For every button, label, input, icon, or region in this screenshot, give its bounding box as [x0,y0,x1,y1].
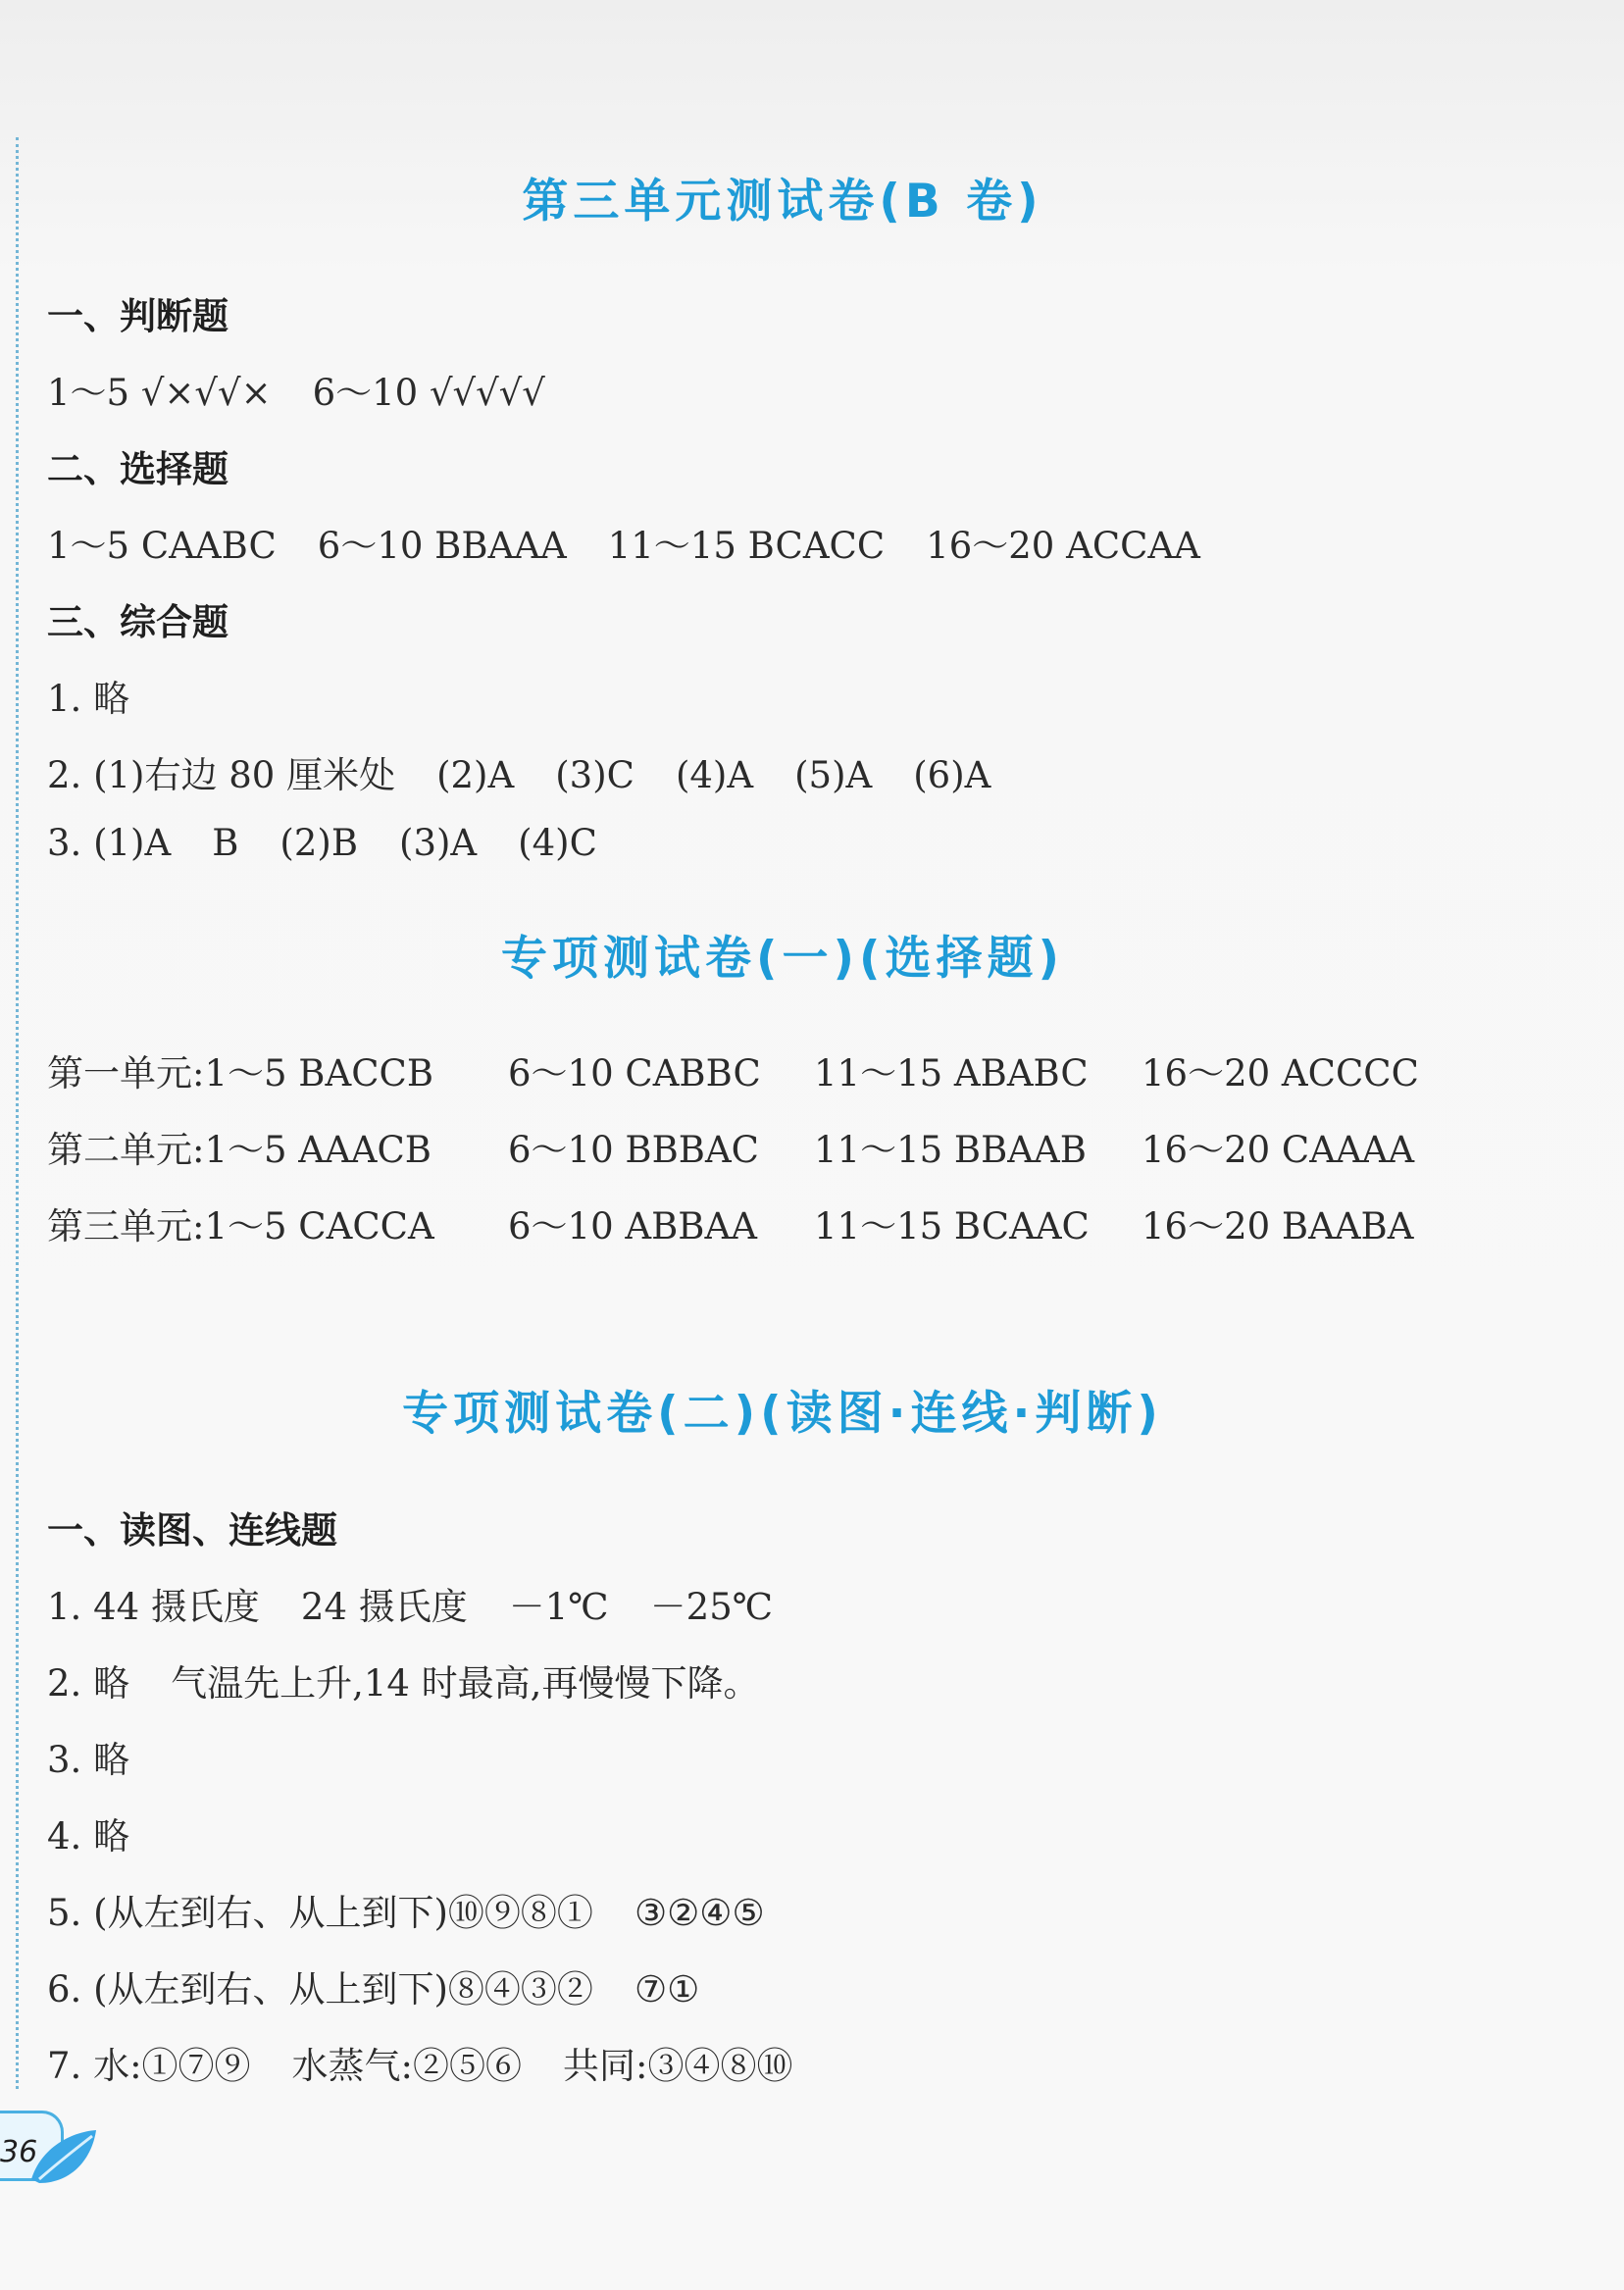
judge-6-10: 6～10 √√√√√ [312,372,545,414]
row1-col4: 16～20 ACCCC [1142,1052,1419,1094]
judge-1-5: 1～5 √×√√× [47,372,272,414]
read-q1 [47,1577,773,1630]
read-q6-part2: ⑦① [634,1968,700,2010]
comp-q1: 1. 略 [47,678,130,720]
row1-col1: 第一单元:1～5 BACCB [47,1052,434,1094]
heading-judge: 一、判断题 [47,295,228,337]
comp-q3-part2: B [212,822,239,864]
read-q7-part1: 7. 水:①⑦⑨ [47,2045,251,2087]
row1-col2: 6～10 CABBC [508,1052,761,1094]
read-q6-part1: 6. (从左到右、从上到下)⑧④③② [47,1968,593,2010]
heading-comprehensive: 三、综合题 [47,601,228,643]
section-title-special-1: 专项测试卷(一)(选择题) [501,932,1064,986]
row2-col1: 第二单元:1～5 AAACB [47,1129,431,1171]
heading-reading: 一、读图、连线题 [47,1509,337,1552]
row2-col2: 6～10 BBBAC [508,1129,759,1171]
comp-q3-part4: (3)A [399,822,478,864]
read-q7-part2: 水蒸气:②⑤⑥ [291,2045,522,2087]
page-number: 36 [0,2135,38,2169]
read-q1-part3: －1℃ [508,1586,609,1628]
row1-col3: 11～15 ABABC [814,1052,1089,1094]
read-q2 [47,1654,759,1706]
read-q5-part1: 5. (从左到右、从上到下)⑩⑨⑧① [47,1892,593,1934]
read-q7-part3: 共同:③④⑧⑩ [563,2045,793,2087]
read-q7 [47,2036,792,2089]
comp-q2 [47,745,990,798]
choice-16-20: 16～20 ACCAA [926,525,1200,567]
comp-q2-part6: (6)A [913,754,991,796]
comp-q2-part2: (2)A [436,754,515,796]
choice-11-15: 11～15 BCACC [607,525,886,567]
row3-col2: 6～10 ABBAA [508,1205,757,1247]
choice-answers [47,516,1200,569]
row2-col3: 11～15 BBAAB [814,1129,1087,1171]
read-q6 [47,1959,699,2012]
read-q4: 4. 略 [47,1815,130,1857]
comp-q2-part3: (3)C [555,754,634,796]
row2-col4: 16～20 CAAAA [1142,1129,1415,1171]
comp-q2-part1: 2. (1)右边 80 厘米处 [47,754,396,796]
read-q3: 3. 略 [47,1739,130,1781]
row3-col3: 11～15 BCAAC [814,1205,1090,1247]
heading-choice: 二、选择题 [47,448,228,490]
binding-dotted-line [16,137,19,2089]
choice-6-10: 6～10 BBAAA [317,525,567,567]
read-q1-part1: 1. 44 摄氏度 [47,1586,260,1628]
comp-q2-part5: (5)A [794,754,873,796]
judge-answers [47,363,545,416]
comp-q3 [47,822,597,864]
choice-1-5: 1～5 CAABC [47,525,277,567]
read-q1-part2: 24 摄氏度 [300,1586,468,1628]
section-title-special-2: 专项测试卷(二)(读图·连线·判断) [402,1387,1163,1441]
comp-q2-part4: (4)A [675,754,754,796]
row3-col1: 第三单元:1～5 CACCA [47,1205,434,1247]
section-title-unit3-b: 第三单元测试卷(B 卷) [522,175,1043,229]
row3-col4: 16～20 BAABA [1142,1205,1414,1247]
comp-q3-part1: 3. (1)A [47,822,172,864]
read-q1-part4: －25℃ [649,1586,774,1628]
comp-q3-part5: (4)C [518,822,597,864]
comp-q3-part3: (2)B [279,822,359,864]
read-q5 [47,1883,765,1936]
read-q2-part1: 2. 略 [47,1662,130,1705]
read-q2-part2: 气温先上升,14 时最高,再慢慢下降。 [171,1662,760,1705]
read-q5-part2: ③②④⑤ [634,1892,765,1934]
